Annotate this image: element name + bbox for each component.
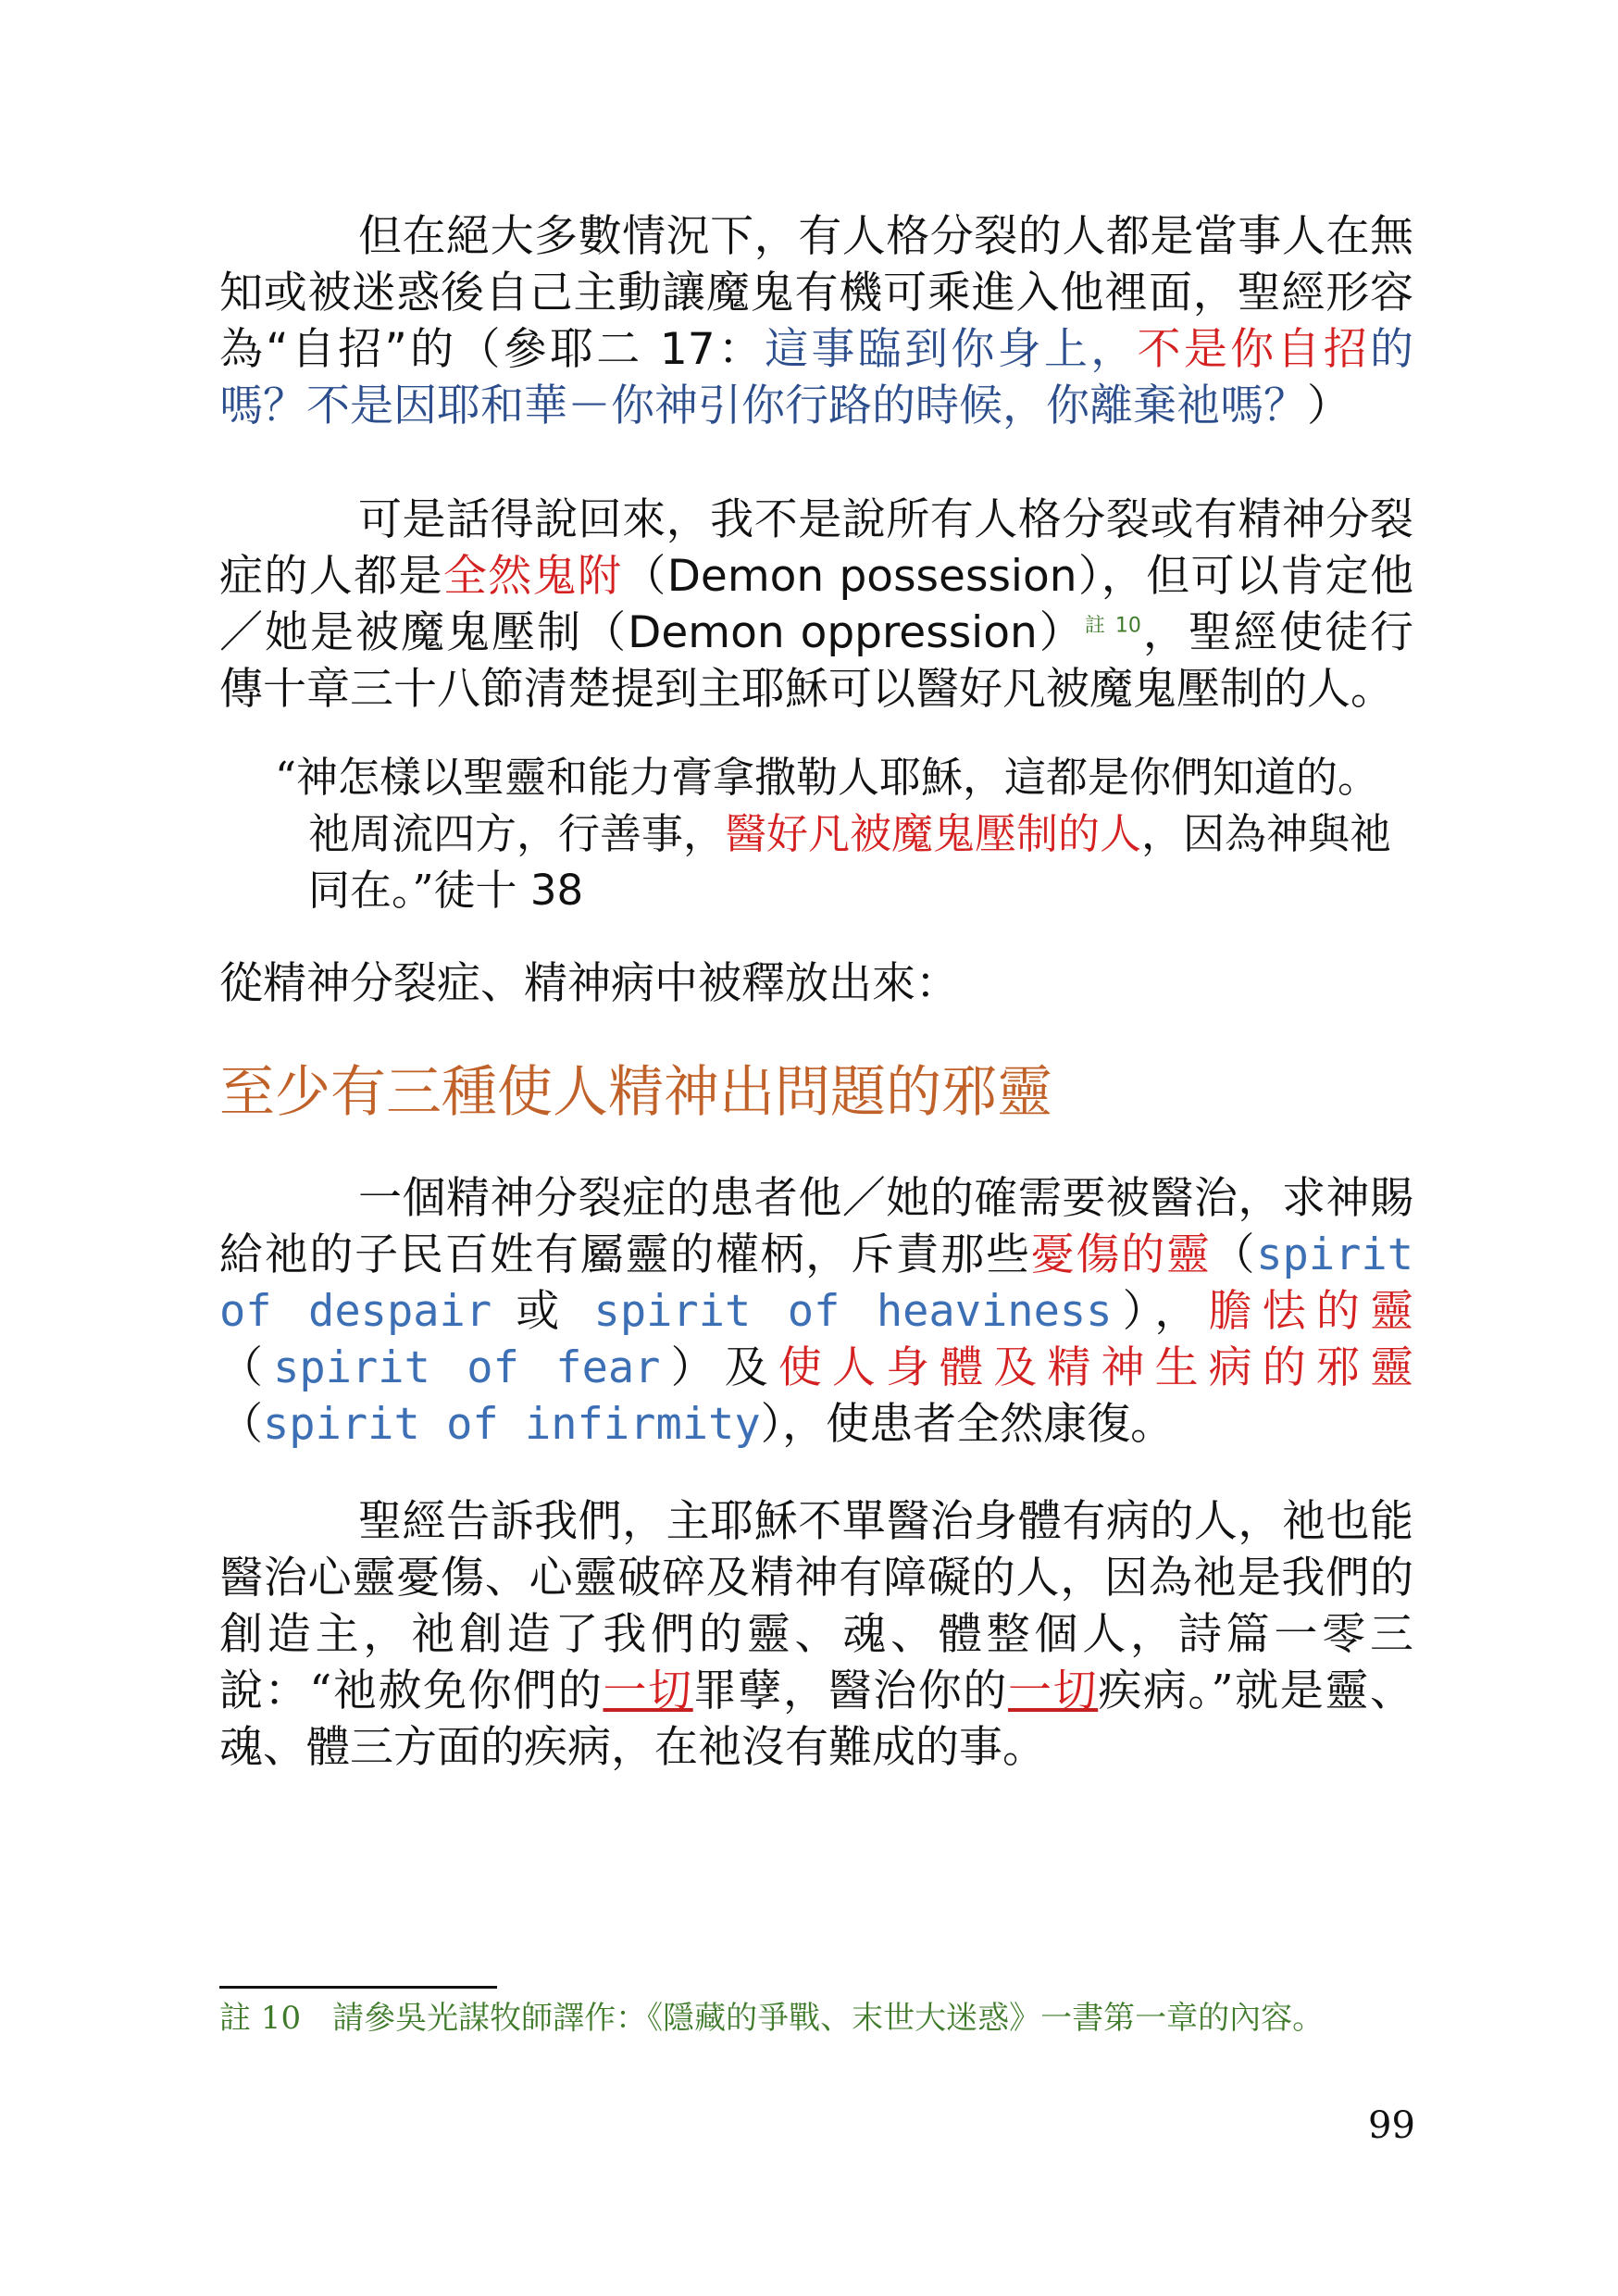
- p4-quote-2: 罪孽，醫治你的: [692, 1666, 1008, 1716]
- paragraph-2: [219, 492, 1413, 718]
- p1-close-paren: ）: [1307, 381, 1350, 431]
- p3-spirit-heaviness-en: spirit of heaviness: [593, 1286, 1113, 1337]
- p2-text-1: 可是話得說回來，我不是說所有人格分裂或有精神分裂症的人都是: [219, 494, 1413, 602]
- p2-text-3: ，聖經使徒行傳十章三十八節清楚提到主耶穌可以醫好凡被魔鬼壓制的人。: [219, 607, 1413, 715]
- paragraph-3: [219, 1170, 1413, 1453]
- p3-paren-open-3: （: [219, 1399, 263, 1450]
- p3-paren-open: （: [1211, 1229, 1257, 1280]
- footnote-ref-10[interactable]: 註 10: [1084, 614, 1141, 638]
- p3-and: ）及: [660, 1342, 778, 1393]
- p3-spirit-fear-en: spirit of fear: [273, 1342, 661, 1393]
- section-heading: 至少有三種使人精神出問題的邪靈: [219, 1060, 1052, 1125]
- p3-spirit-infirmity-zh: 使人身體及精神生病的邪靈: [778, 1342, 1414, 1393]
- footnote-10: 註 10 請參吳光謀牧師譯作：《隱藏的爭戰、末世大迷惑》一書第一章的內容。: [219, 2000, 1325, 2037]
- p1-verse-highlight: 不是你自招: [1137, 324, 1370, 375]
- p3-spirit-despair-zh: 憂傷的靈: [1030, 1229, 1212, 1280]
- paragraph-4: [219, 1493, 1413, 1776]
- p4-text-2: 就是靈、魂、體三方面的疾病，在祂沒有難成的事。: [219, 1666, 1414, 1773]
- p3-spirit-fear-zh: 膽怯的靈: [1208, 1286, 1413, 1337]
- p3-spirit-despair-en: spirit of despair: [219, 1229, 1414, 1337]
- page-number: 99: [1368, 2104, 1415, 2147]
- quote-text-1: “神怎樣以聖靈和能力膏拿撒勒人耶穌，這都是你們知道的。祂周流四方，行善事，: [275, 753, 1380, 858]
- p2-text-2: （Demon possession），但可以肯定他／她是被魔鬼壓制（Demon oppression）: [219, 551, 1414, 658]
- p4-quote-3: 疾病。”: [1098, 1666, 1234, 1716]
- page-body: [219, 208, 1413, 1776]
- p3-spirit-infirmity-en: spirit of infirmity: [263, 1399, 761, 1450]
- quote-body: [275, 749, 1413, 918]
- paragraph-1: [219, 208, 1413, 434]
- p3-paren-open-2: （: [219, 1342, 274, 1393]
- release-line: 從精神分裂症、精神病中被釋放出來：: [219, 958, 959, 1009]
- quote-reference: 徒十 38: [433, 866, 584, 915]
- scripture-quote: [275, 749, 1413, 918]
- p2-highlight: 全然鬼附: [442, 551, 623, 602]
- p1-verse-part-1: 這事臨到你身上，: [765, 324, 1138, 375]
- quote-highlight: 醫好凡被魔鬼壓制的人: [725, 809, 1142, 858]
- p4-underline-1: 一切: [603, 1666, 693, 1716]
- p3-text-end: ），使患者全然康復。: [760, 1399, 1175, 1450]
- p3-or: 或: [492, 1286, 594, 1337]
- p3-text-1: 一個精神分裂症的患者他／她的確需要被醫治，求神賜給祂的子民百姓有屬靈的權柄，斥責那些: [219, 1173, 1413, 1280]
- p4-quote-1: “祂赦免你們的: [309, 1666, 604, 1716]
- quote-text-2: ，因為神與祂同在。”: [308, 809, 1392, 915]
- p1-verse-part-2: 的嗎？不是因耶和華－你神引你行路的時候，你離棄祂嗎？: [219, 324, 1413, 431]
- p1-text: 但在絕大多數情況下，有人格分裂的人都是當事人在無知或被迷惑後自己主動讓魔鬼有機可乘進入他裡面，聖經形容為“自招”的（參耶二 17：: [219, 211, 1413, 375]
- footnote-divider: [219, 1986, 497, 1989]
- p4-underline-2: 一切: [1008, 1666, 1099, 1716]
- p3-paren-close: ），: [1112, 1286, 1209, 1337]
- p4-text-1: 聖經告訴我們，主耶穌不單醫治身體有病的人，祂也能醫治心靈憂傷、心靈破碎及精神有障礙的人，因為祂是我們的創造主，祂創造了我們的靈、魂、體整個人，詩篇一零三說：: [219, 1496, 1413, 1716]
